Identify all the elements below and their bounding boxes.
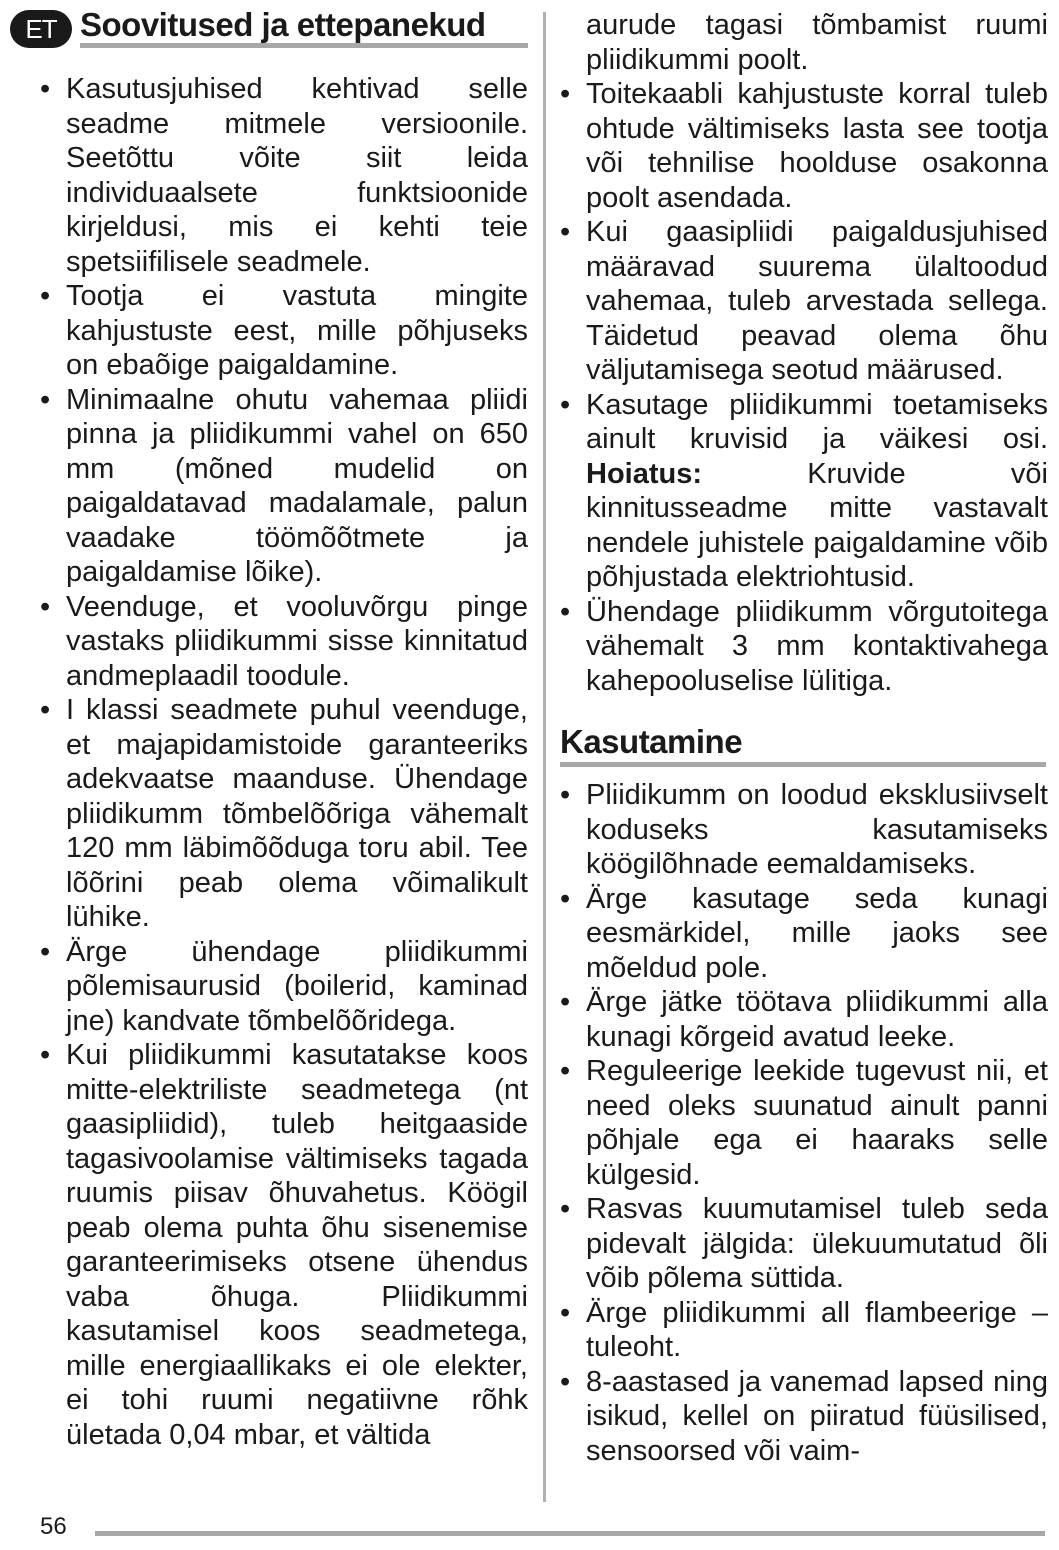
- list-item: • Minimaalne ohutu vahemaa pliidi pinna ja pliidikummi vahel on 650 mm (mõned mudelid on paigaldatavad madalamale, palun vaadake töömõõtmete ja paigaldamise lõike).: [40, 383, 528, 590]
- list-item: • 8-aastased ja vanemad lapsed ning isikud, kellel on piiratud füüsilised, sensoorsed või vaim-: [560, 1365, 1048, 1469]
- list-item: • Ärge pliidikummi all flambeerige – tuleoht.: [560, 1296, 1048, 1365]
- list-item: • Ärge jätke töötava pliidikummi alla kunagi kõrgeid avatud leeke.: [560, 985, 1048, 1054]
- title-underline: [80, 43, 528, 48]
- recommendations-list: [40, 72, 528, 1452]
- list-item: • Reguleerige leekide tugevust nii, et need oleks suunatud ainult panni põhjale ega ei haaraks selle külgesid.: [560, 1054, 1048, 1192]
- left-column: [40, 72, 528, 1452]
- list-item: • Tootja ei vastuta mingite kahjustuste eest, mille põhjuseks on ebaõige paigaldamine.: [40, 279, 528, 383]
- column-divider: [543, 12, 546, 1502]
- screw-item-text: Kasutage pliidikummi toetamiseks ainult kruvisid ja väikesi osi.: [586, 388, 1048, 455]
- recommendations-list-continued: [560, 77, 1048, 698]
- usage-section-title: Kasutamine: [560, 723, 743, 760]
- list-item-screws: [560, 388, 1048, 595]
- usage-column: [560, 778, 1048, 1468]
- page-title: Soovitused ja ettepanekud: [80, 6, 486, 43]
- list-item: • Toitekaabli kahjustuste korral tuleb ohtude vältimiseks lasta see tootja või tehnilise hoolduse osakonna poolt asendada.: [560, 77, 1048, 215]
- page-number: 56: [40, 1513, 67, 1540]
- list-item: • Kui gaasipliidi paigaldusjuhised määravad suurema ülaltoodud vahemaa, tuleb arvestada sellega. Täidetud peavad olema õhu väljutamisega seotud määrused.: [560, 215, 1048, 388]
- list-item: • Ärge ühendage pliidikummi põlemisaurusid (boilerid, kaminad jne) kandvate tõmbelõõridega.: [40, 935, 528, 1039]
- list-item: • Ühendage pliidikumm võrgutoitega vähemalt 3 mm kontaktivahega kahepooluselise lülitiga.: [560, 595, 1048, 699]
- list-item: • I klassi seadmete puhul veenduge, et majapidamistoide garanteeriks adekvaatse maanduse. Ühendage pliidikumm tõmbelõõriga vähemalt 120 mm läbimõõduga toru abil. Tee lõõrini peab olema võimalikult lühike.: [40, 693, 528, 935]
- warning-text: Kruvide või kinnitusseadme mitte vastavalt nendele juhistele paigaldamine võib põhjustada elektriohtusid.: [586, 457, 1048, 593]
- list-item: • Ärge kasutage seda kunagi eesmärkidel, mille jaoks see mõeldud pole.: [560, 882, 1048, 986]
- continued-text: aurude tagasi tõmbamist ruumi pliidikummi poolt.: [586, 9, 1048, 76]
- warning-label: Hoiatus:: [586, 457, 702, 490]
- usage-list: [560, 778, 1048, 1468]
- list-item: • Kui pliidikummi kasutatakse koos mitte-elektriliste seadmetega (nt gaasipliidid), tuleb heitgaaside tagasivoolamise vältimiseks tagada ruumis piisav õhuvahetus. Köögil peab olema puhta õhu sisenemise garanteerimiseks otsene ühendus vaba õhuga. Pliidikummi kasutamisel koos seadmetega, mille energiaallikaks ei ole elekter, ei tohi ruumi negatiivne rõhk ületada 0,04 mbar, et vältida: [40, 1038, 528, 1452]
- footer-rule: [95, 1531, 1045, 1536]
- list-item: • Pliidikumm on loodud eksklusiivselt koduseks kasutamiseks köögilõhnade eemaldamiseks.: [560, 778, 1048, 882]
- list-item: • Rasvas kuumutamisel tuleb seda pidevalt jälgida: ülekuumutatud õli võib põlema süttida.: [560, 1192, 1048, 1296]
- right-column: [560, 8, 1048, 698]
- list-item: • Veenduge, et vooluvõrgu pinge vastaks pliidikummi sisse kinnitatud andmeplaadil toodule.: [40, 590, 528, 694]
- language-badge: ET: [10, 10, 72, 48]
- list-item: • Kasutusjuhised kehtivad selle seadme mitmele versioonile. Seetõttu võite siit leida individuaalsete funktsioonide kirjeldusi, mis ei kehti teie spetsiifilisele seadmele.: [40, 72, 528, 279]
- usage-title-underline: [560, 762, 1046, 767]
